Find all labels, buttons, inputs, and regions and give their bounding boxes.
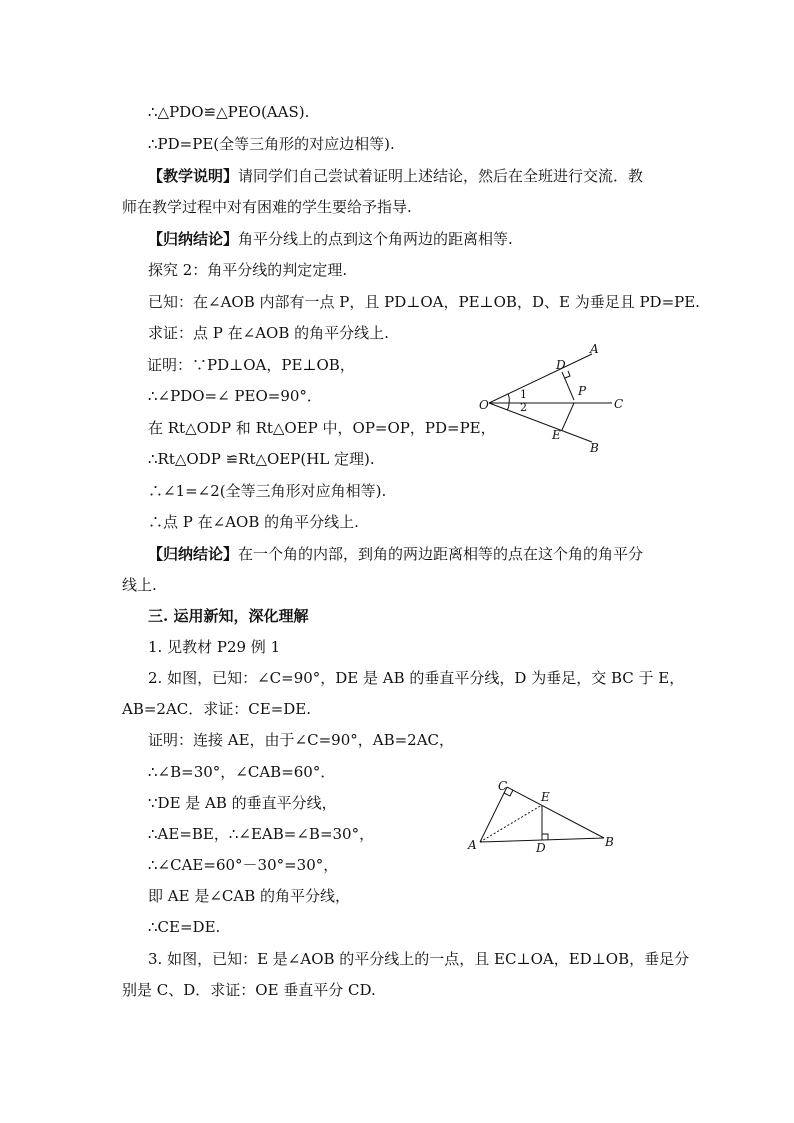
label-c: C — [614, 397, 624, 411]
side-ca — [480, 787, 507, 842]
text-line-9: 证明：∵PD⊥OA，PE⊥OB， — [147, 356, 355, 374]
label-a: A — [468, 838, 477, 852]
label-c: C — [498, 779, 508, 793]
text-line-10: ∴∠PDO=∠ PEO=90°． — [148, 387, 322, 405]
text-line-22: ∴∠B=30°，∠CAB=60°． — [148, 763, 336, 781]
label-o: O — [479, 398, 489, 412]
text-line-16: 线上. — [122, 576, 157, 594]
label-d: D — [536, 841, 546, 855]
right-angle-mark-d — [542, 834, 548, 840]
label-e: E — [552, 428, 561, 442]
text-line-27: ∴CE=DE. — [148, 918, 221, 936]
label-a: A — [590, 342, 599, 356]
text-line-5 — [148, 229, 513, 249]
text-line-13: ∴∠1=∠2(全等三角形对应角相等). — [148, 482, 387, 500]
right-angle-mark-d — [565, 371, 570, 378]
segment-pe — [562, 403, 574, 430]
text-line-18: 1. 见教材 P29 例 1 — [148, 638, 281, 656]
text-line-4: 师在教学过程中对有困难的学生要给予指导. — [122, 198, 412, 216]
section-tag: 【归纳结论】 — [148, 545, 239, 563]
label-b: B — [590, 441, 599, 455]
text-line-20: AB=2AC．求证：CE=DE. — [122, 700, 312, 718]
text-line-21: 证明：连接 AE，由于∠C=90°，AB=2AC， — [148, 731, 455, 749]
text-line-24: ∴AE=BE，∴∠EAB=∠B=30°， — [148, 825, 375, 843]
ray-ob — [489, 403, 592, 442]
figure-angle-bisector — [470, 340, 640, 465]
text-line-15 — [148, 544, 643, 564]
text-line-7: 已知：在∠AOB 内部有一点 P，且 PD⊥OA，PE⊥OB，D、E 为垂足且 PD=PE. — [148, 293, 700, 311]
angle-arc-2 — [507, 403, 509, 410]
side-cb — [507, 787, 604, 838]
label-d: D — [556, 358, 566, 372]
text-line-1: ∴△PDO≌△PEO(AAS). — [148, 103, 310, 121]
figure-right-triangle — [462, 778, 622, 858]
text-line-12: ∴Rt△ODP ≌Rt△OEP(HL 定理). — [148, 450, 375, 468]
text-line-29: 别是 C、D．求证：OE 垂直平分 CD. — [122, 981, 376, 999]
text-line-25: ∴∠CAE=60°－30°=30°， — [148, 856, 339, 874]
label-p: P — [578, 384, 587, 398]
section-tag: 【归纳结论】 — [148, 230, 239, 248]
text-line-19: 2. 如图，已知：∠C=90°，DE 是 AB 的垂直平分线，D 为垂足，交 BC 于 E， — [148, 669, 685, 687]
text-content: 角平分线上的点到这个角两边的距离相等. — [238, 230, 513, 248]
label-e: E — [541, 790, 550, 804]
text-line-23: ∵DE 是 AB 的垂直平分线， — [148, 794, 337, 812]
section-heading: 三. 运用新知，深化理解 — [148, 607, 309, 625]
text-line-11: 在 Rt△ODP 和 Rt△OEP 中，OP=OP，PD=PE， — [148, 419, 496, 437]
label-b: B — [605, 835, 614, 849]
text-line-8: 求证：点 P 在∠AOB 的角平分线上. — [148, 324, 389, 342]
ray-oa — [489, 354, 592, 403]
text-line-2: ∴PD=PE(全等三角形的对应边相等). — [148, 135, 395, 153]
text-line-14: ∴点 P 在∠AOB 的角平分线上. — [148, 513, 359, 531]
label-angle-2: 2 — [520, 401, 527, 414]
text-content: 请同学们自己尝试着证明上述结论，然后在全班进行交流．教 — [238, 167, 644, 185]
text-line-26: 即 AE 是∠CAB 的角平分线， — [148, 887, 350, 905]
section-tag: 【教学说明】 — [148, 167, 239, 185]
angle-arc-1 — [508, 394, 509, 403]
segment-pd — [562, 372, 574, 400]
label-angle-1: 1 — [520, 388, 527, 401]
text-content: 在一个角的内部，到角的两边距离相等的点在这个角的角平分 — [238, 545, 644, 563]
text-line-6: 探究 2：角平分线的判定定理. — [148, 261, 348, 279]
text-line-3 — [148, 166, 643, 186]
text-line-28: 3. 如图，已知：E 是∠AOB 的平分线上的一点，且 EC⊥OA，ED⊥OB，垂足分 — [148, 950, 690, 968]
